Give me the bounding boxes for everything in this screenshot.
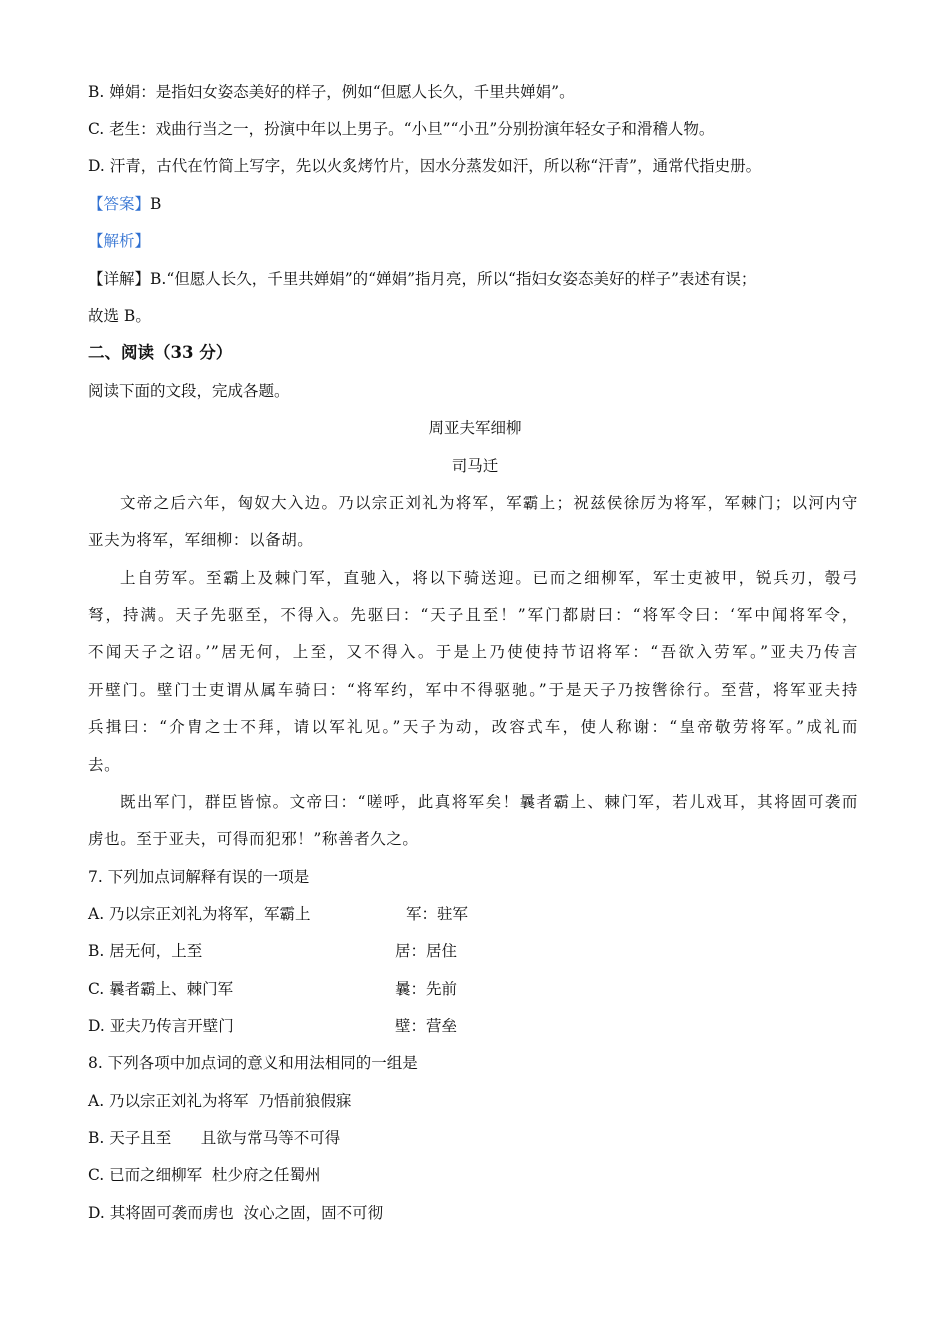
answer-label: 【答案】 bbox=[88, 195, 151, 213]
passage-p2-line: 开壁门。壁门士吏谓从属车骑曰：“将军约，军中不得驱驰。”于是天子乃按辔徐行。至营，将军亚夫持 bbox=[88, 681, 858, 699]
q7-stem: 7. 下列加点词解释有误的一项是 bbox=[88, 868, 310, 886]
q6-option-b: B. 婵娟：是指妇女姿态美好的样子，例如“但愿人长久，千里共婵娟”。 bbox=[88, 83, 575, 101]
passage-p2-line: 兵揖曰：“介胄之士不拜，请以军礼见。”天子为动，改容式车，使人称谢：“皇帝敬劳将军。”成礼而 bbox=[88, 718, 858, 736]
q7-option-c: C. 曩者霸上、棘门军 bbox=[88, 980, 234, 998]
q7-option-b-explain: 居：居住 bbox=[395, 942, 458, 960]
passage-p2-line: 不闻天子之诏。’”居无何，上至，又不得入。于是上乃使使持节诏将军：“吾欲入劳军。”亚夫乃传言 bbox=[88, 643, 858, 661]
q7-option-c-explain: 曩：先前 bbox=[395, 980, 458, 998]
passage-title: 周亚夫军细柳 bbox=[428, 419, 522, 437]
answer-value: B bbox=[150, 195, 162, 213]
q8-option-d: D. 其将固可袭而虏也 汝心之固，固不可彻 bbox=[88, 1204, 384, 1222]
q8-stem: 8. 下列各项中加点词的意义和用法相同的一组是 bbox=[88, 1054, 418, 1072]
detail-line-2: 故选 B。 bbox=[88, 307, 151, 325]
q7-option-d-explain: 壁：营垒 bbox=[395, 1017, 458, 1035]
passage-p3-line: 既出军门，群臣皆惊。文帝曰：“嗟呼，此真将军矣！曩者霸上、棘门军，若儿戏耳，其将固可袭而 bbox=[120, 793, 858, 811]
answer-line bbox=[88, 194, 161, 214]
passage-p2-line: 去。 bbox=[88, 756, 121, 774]
analysis-label: 【解析】 bbox=[88, 232, 151, 250]
passage-author: 司马迁 bbox=[451, 457, 499, 475]
q7-option-d: D. 亚夫乃传言开壁门 bbox=[88, 1017, 234, 1035]
passage-p3-line: 虏也。至于亚夫，可得而犯邪！”称善者久之。 bbox=[88, 830, 419, 848]
passage-p1-line: 亚夫为将军，军细柳：以备胡。 bbox=[88, 531, 314, 549]
q8-option-a: A. 乃以宗正刘礼为将军 乃悟前狼假寐 bbox=[88, 1092, 352, 1110]
section-instruction: 阅读下面的文段，完成各题。 bbox=[88, 382, 290, 400]
q6-option-d: D. 汗青，古代在竹简上写字，先以火炙烤竹片，因水分蒸发如汗，所以称“汗青”，通常代指史册。 bbox=[88, 157, 762, 175]
q8-option-c: C. 已而之细柳军 杜少府之任蜀州 bbox=[88, 1166, 321, 1184]
q7-option-b: B. 居无何，上至 bbox=[88, 942, 203, 960]
q7-option-a: A. 乃以宗正刘礼为将军，军霸上 bbox=[88, 905, 311, 923]
detail-line-1: 【详解】B.“但愿人长久，千里共婵娟”的“婵娟”指月亮，所以“指妇女姿态美好的样子”表述有误； bbox=[88, 270, 757, 288]
passage-p2-line: 弩，持满。天子先驱至，不得入。先驱曰：“天子且至！”军门都尉曰：“将军令曰：‘军中闻将军令， bbox=[88, 606, 858, 624]
passage-p2-line: 上自劳军。至霸上及棘门军，直驰入，将以下骑送迎。已而之细柳军，军士吏被甲，锐兵刃，彀弓 bbox=[120, 569, 858, 587]
q6-option-c: C. 老生：戏曲行当之一，扮演中年以上男子。“小旦”“小丑”分别扮演年轻女子和滑稽人物。 bbox=[88, 120, 715, 138]
passage-p1-line: 文帝之后六年，匈奴大入边。乃以宗正刘礼为将军，军霸上；祝兹侯徐厉为将军，军棘门；以河内守 bbox=[120, 494, 858, 512]
q7-option-a-explain: 军：驻军 bbox=[406, 905, 469, 923]
q8-option-b: B. 天子且至 且欲与常马等不可得 bbox=[88, 1129, 341, 1147]
section-title: 二、阅读（33 分） bbox=[88, 343, 233, 362]
